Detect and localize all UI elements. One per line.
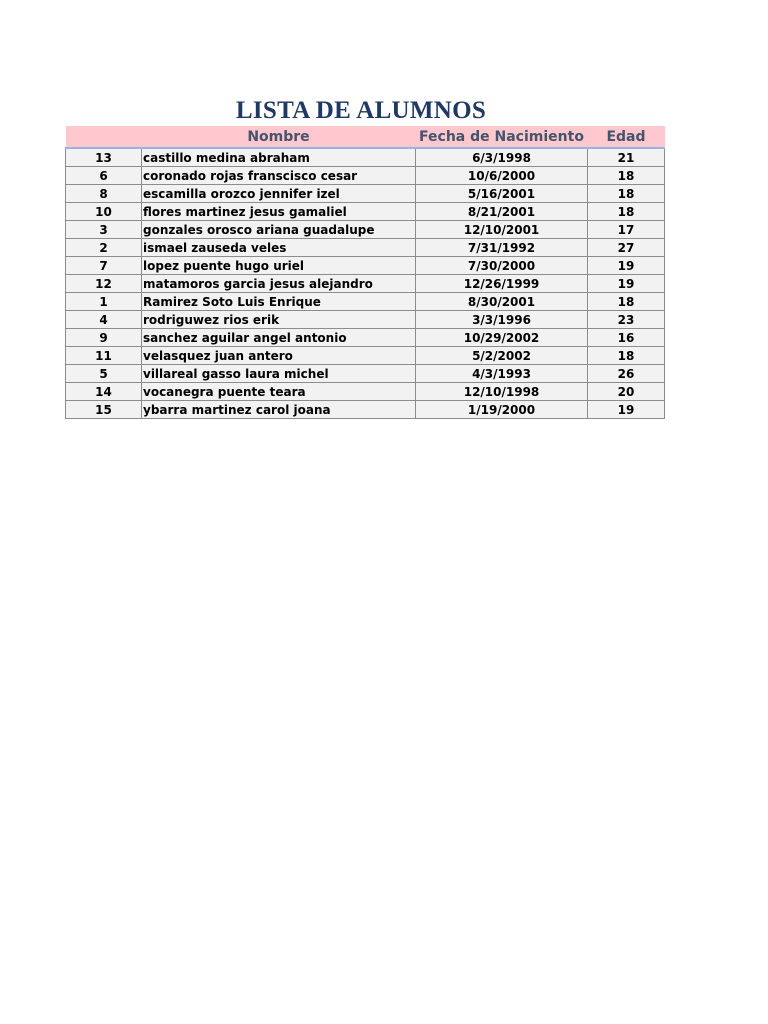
cell-fecha: 5/2/2002: [416, 347, 588, 365]
cell-num: 3: [66, 221, 142, 239]
cell-edad: 18: [588, 167, 665, 185]
table-row: [66, 221, 665, 239]
cell-fecha: 7/31/1992: [416, 239, 588, 257]
cell-edad: 27: [588, 239, 665, 257]
cell-num: 4: [66, 311, 142, 329]
cell-fecha: 5/16/2001: [416, 185, 588, 203]
cell-num: 7: [66, 257, 142, 275]
cell-num: 5: [66, 365, 142, 383]
cell-fecha: 8/21/2001: [416, 203, 588, 221]
cell-edad: 18: [588, 347, 665, 365]
cell-edad: 19: [588, 401, 665, 419]
cell-nombre: rodriguwez rios erik: [142, 311, 416, 329]
cell-num: 11: [66, 347, 142, 365]
table-row: [66, 239, 665, 257]
cell-num: 2: [66, 239, 142, 257]
table-row: [66, 275, 665, 293]
cell-fecha: 12/10/2001: [416, 221, 588, 239]
cell-edad: 16: [588, 329, 665, 347]
cell-nombre: matamoros garcia jesus alejandro: [142, 275, 416, 293]
cell-nombre: gonzales orosco ariana guadalupe: [142, 221, 416, 239]
cell-edad: 19: [588, 257, 665, 275]
cell-nombre: coronado rojas franscisco cesar: [142, 167, 416, 185]
cell-edad: 18: [588, 185, 665, 203]
cell-num: 12: [66, 275, 142, 293]
cell-edad: 26: [588, 365, 665, 383]
table-row: [66, 365, 665, 383]
table-row: [66, 167, 665, 185]
cell-edad: 17: [588, 221, 665, 239]
cell-fecha: 8/30/2001: [416, 293, 588, 311]
cell-fecha: 4/3/1993: [416, 365, 588, 383]
cell-num: 13: [66, 148, 142, 167]
cell-num: 10: [66, 203, 142, 221]
header-fecha: Fecha de Nacimiento: [416, 126, 588, 148]
table-row: [66, 203, 665, 221]
cell-num: 9: [66, 329, 142, 347]
table-row: [66, 185, 665, 203]
cell-nombre: vocanegra puente teara: [142, 383, 416, 401]
cell-nombre: escamilla orozco jennifer izel: [142, 185, 416, 203]
cell-nombre: ybarra martinez carol joana: [142, 401, 416, 419]
table-body: [66, 148, 665, 419]
cell-edad: 23: [588, 311, 665, 329]
header-edad: Edad: [588, 126, 665, 148]
cell-nombre: velasquez juan antero: [142, 347, 416, 365]
cell-nombre: sanchez aguilar angel antonio: [142, 329, 416, 347]
cell-num: 6: [66, 167, 142, 185]
cell-edad: 21: [588, 148, 665, 167]
page-title: LISTA DE ALUMNOS: [235, 97, 487, 124]
cell-fecha: 12/26/1999: [416, 275, 588, 293]
table-row: [66, 401, 665, 419]
cell-edad: 18: [588, 293, 665, 311]
cell-fecha: 7/30/2000: [416, 257, 588, 275]
cell-nombre: flores martinez jesus gamaliel: [142, 203, 416, 221]
cell-fecha: 1/19/2000: [416, 401, 588, 419]
cell-nombre: Ramirez Soto Luis Enrique: [142, 293, 416, 311]
header-num: [66, 126, 142, 148]
cell-fecha: 12/10/1998: [416, 383, 588, 401]
cell-edad: 20: [588, 383, 665, 401]
header-row: [66, 126, 665, 148]
table-row: [66, 257, 665, 275]
cell-nombre: castillo medina abraham: [142, 148, 416, 167]
cell-num: 8: [66, 185, 142, 203]
table-row: [66, 329, 665, 347]
cell-num: 15: [66, 401, 142, 419]
header-nombre: Nombre: [142, 126, 416, 148]
cell-fecha: 10/29/2002: [416, 329, 588, 347]
cell-fecha: 3/3/1996: [416, 311, 588, 329]
cell-num: 14: [66, 383, 142, 401]
cell-edad: 18: [588, 203, 665, 221]
cell-nombre: lopez puente hugo uriel: [142, 257, 416, 275]
table-row: [66, 148, 665, 167]
table-row: [66, 293, 665, 311]
table-row: [66, 311, 665, 329]
cell-nombre: villareal gasso laura michel: [142, 365, 416, 383]
cell-fecha: 10/6/2000: [416, 167, 588, 185]
cell-num: 1: [66, 293, 142, 311]
table-row: [66, 347, 665, 365]
table-row: [66, 383, 665, 401]
cell-nombre: ismael zauseda veles: [142, 239, 416, 257]
students-table: [65, 126, 665, 419]
cell-edad: 19: [588, 275, 665, 293]
cell-fecha: 6/3/1998: [416, 148, 588, 167]
